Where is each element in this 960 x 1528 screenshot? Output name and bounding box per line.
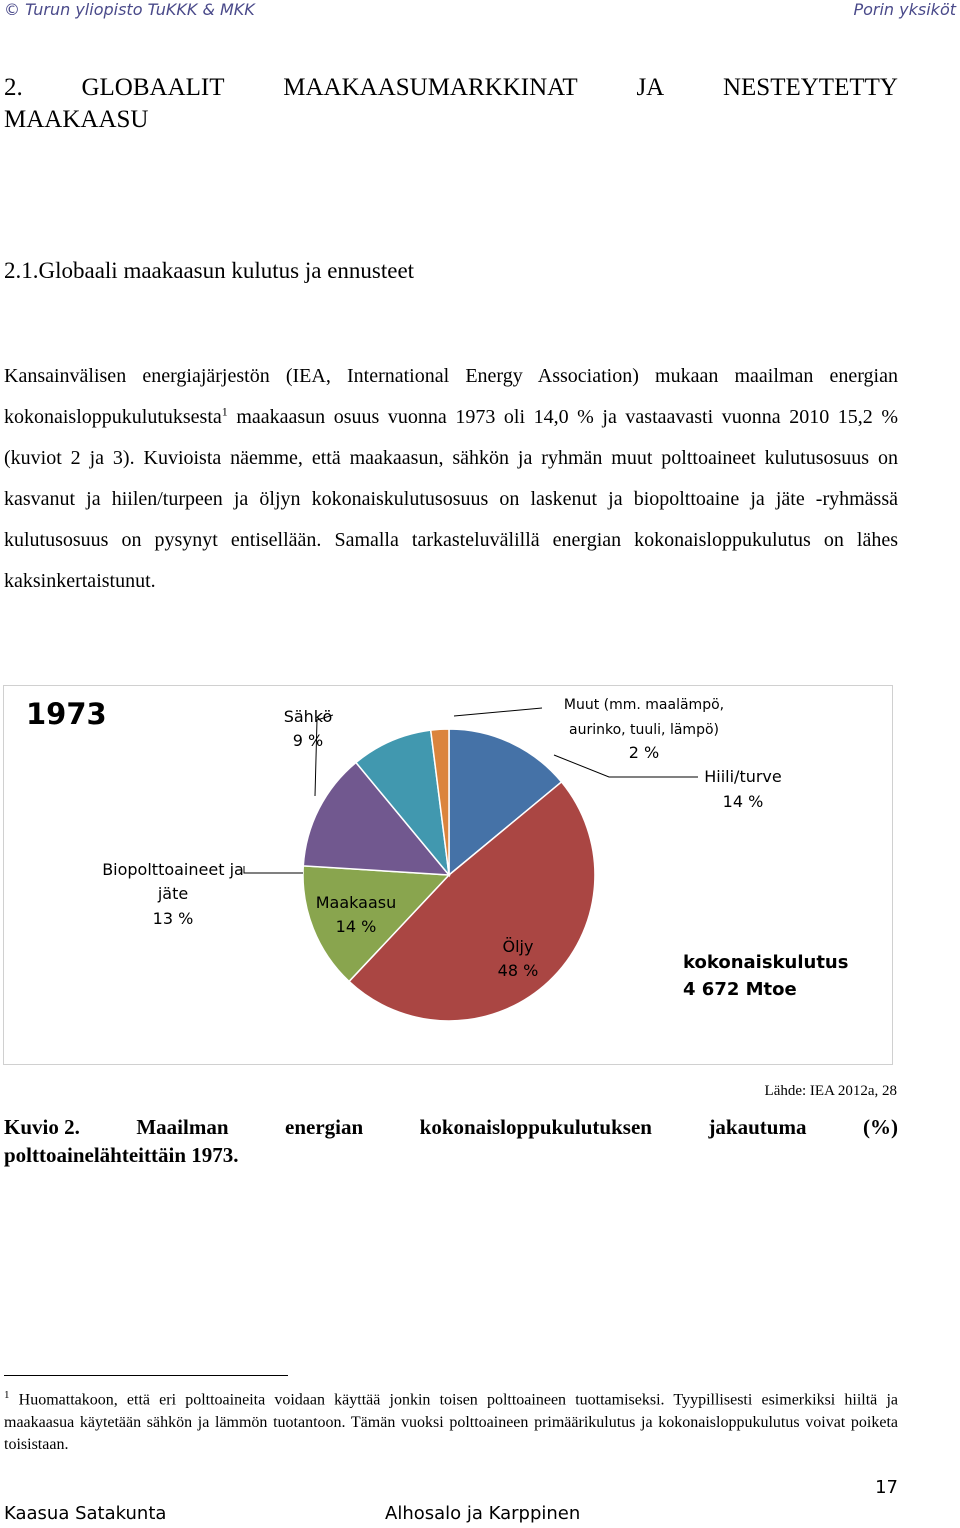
heading-word: GLOBAALIT [81,74,225,101]
heading-word: JA [636,74,665,101]
slice-label-maakaasu-value: 14 % [335,917,377,936]
paragraph-part2: maakaasun osuus vuonna 1973 oli 14,0 % ja vastaavasti vuonna 2010 15,2 % (kuviot 2 ja 3). Kuvioista näemme, että maakaasun, sähkön ja ryhmän muut polttoaineet kulutusosuus on kasvanut ja hiilen/turpeen ja öljyn kokonaiskulutusosuus on laskenut ja biopolttoaine ja jäte -ryhmässä kulutusosuus on pysynyt entisellään. Samalla tarkasteluvälillä energian kokonaisloppukulutus on lähes kaksinkertaistunut. [4,406,898,592]
heading-word: NESTEYTETTY [722,74,898,101]
section-heading [4,72,898,136]
footnote-marker: 1 [4,1389,10,1401]
footer-left-text: Kaasua Satakunta [4,1503,167,1524]
section-heading-line1 [4,72,898,104]
header-right-text: Porin yksiköt [853,0,956,19]
section-heading-line2: MAAKAASU [4,106,149,133]
slice-label-muut-line1: Muut (mm. maalämpö, [563,697,725,713]
footnote-reference: 1 [221,404,228,419]
caption-word: energian [285,1115,364,1139]
slice-label-hiili-value: 14 % [722,792,764,811]
slice-label-bio-line2: jäte [157,884,189,903]
caption-word: Kuvio 2. [4,1115,80,1139]
leader-line-bio [244,866,303,873]
caption-word: Maailman [136,1115,229,1139]
slice-label-muut-value: 2 % [628,743,660,762]
slice-label-bio-value: 13 % [152,909,194,928]
body-paragraph [4,356,898,602]
source-note: Lähde: IEA 2012a, 28 [764,1083,897,1099]
caption-word: kokonaisloppukulutuksen [419,1115,652,1139]
pie-chart [4,686,892,1064]
heading-word: 2. [4,74,23,101]
footnote-divider [4,1375,288,1376]
leader-line-muut [454,708,542,716]
slice-label-maakaasu-name: Maakaasu [315,893,397,912]
figure-caption [4,1113,898,1169]
slice-label-oljy-value: 48 % [497,961,539,980]
total-consumption-label: kokonaiskulutus [683,952,849,973]
leader-line-sahko [315,715,333,796]
caption-line1 [4,1113,898,1141]
total-consumption-value: 4 672 Mtoe [683,979,797,1000]
subsection-heading: 2.1.Globaali maakaasun kulutus ja ennusteet [4,258,415,283]
pie-chart-frame [3,685,893,1065]
footnote-text: Huomattakoon, että eri polttoaineita voidaan käyttää jonkin toisen polttoaineen tuottamiseksi. Tyypillisesti esimerkiksi hiiltä ja maakaasua käytetään sähkön ja lämmön tuotantoon. Tämän vuoksi polttoaineen primäärikulutus ja kokonaisloppukulutus voivat poiketa toisistaan. [4,1391,898,1454]
footnote [4,1384,898,1457]
slice-label-hiili-name: Hiili/turve [704,767,782,786]
caption-word: jakautuma [708,1115,807,1139]
caption-word: (%) [862,1115,898,1139]
caption-line2: polttoainelähteittäin 1973. [4,1143,239,1167]
footer-middle-text: Alhosalo ja Karppinen [385,1503,581,1524]
paragraph-part1: Kansainvälisen energiajärjestön (IEA, International Energy Association) mukaan maailman energian kokonaisloppukulutuksesta [4,365,898,428]
slice-label-sahko-value: 9 % [292,731,324,750]
leader-line-hiili [554,755,698,777]
slice-label-muut-line2: aurinko, tuuli, lämpö) [569,722,719,738]
chart-title: 1973 [26,697,107,731]
header-left-text: © Turun yliopisto TuKKK & MKK [4,0,255,19]
slice-label-bio-line1: Biopolttoaineet ja [102,860,244,879]
heading-word: MAAKAASUMARKKINAT [283,74,578,101]
slice-label-sahko-name: Sähkö [283,707,333,726]
slice-label-oljy-name: Öljy [502,937,534,956]
page-number: 17 [875,1477,898,1498]
